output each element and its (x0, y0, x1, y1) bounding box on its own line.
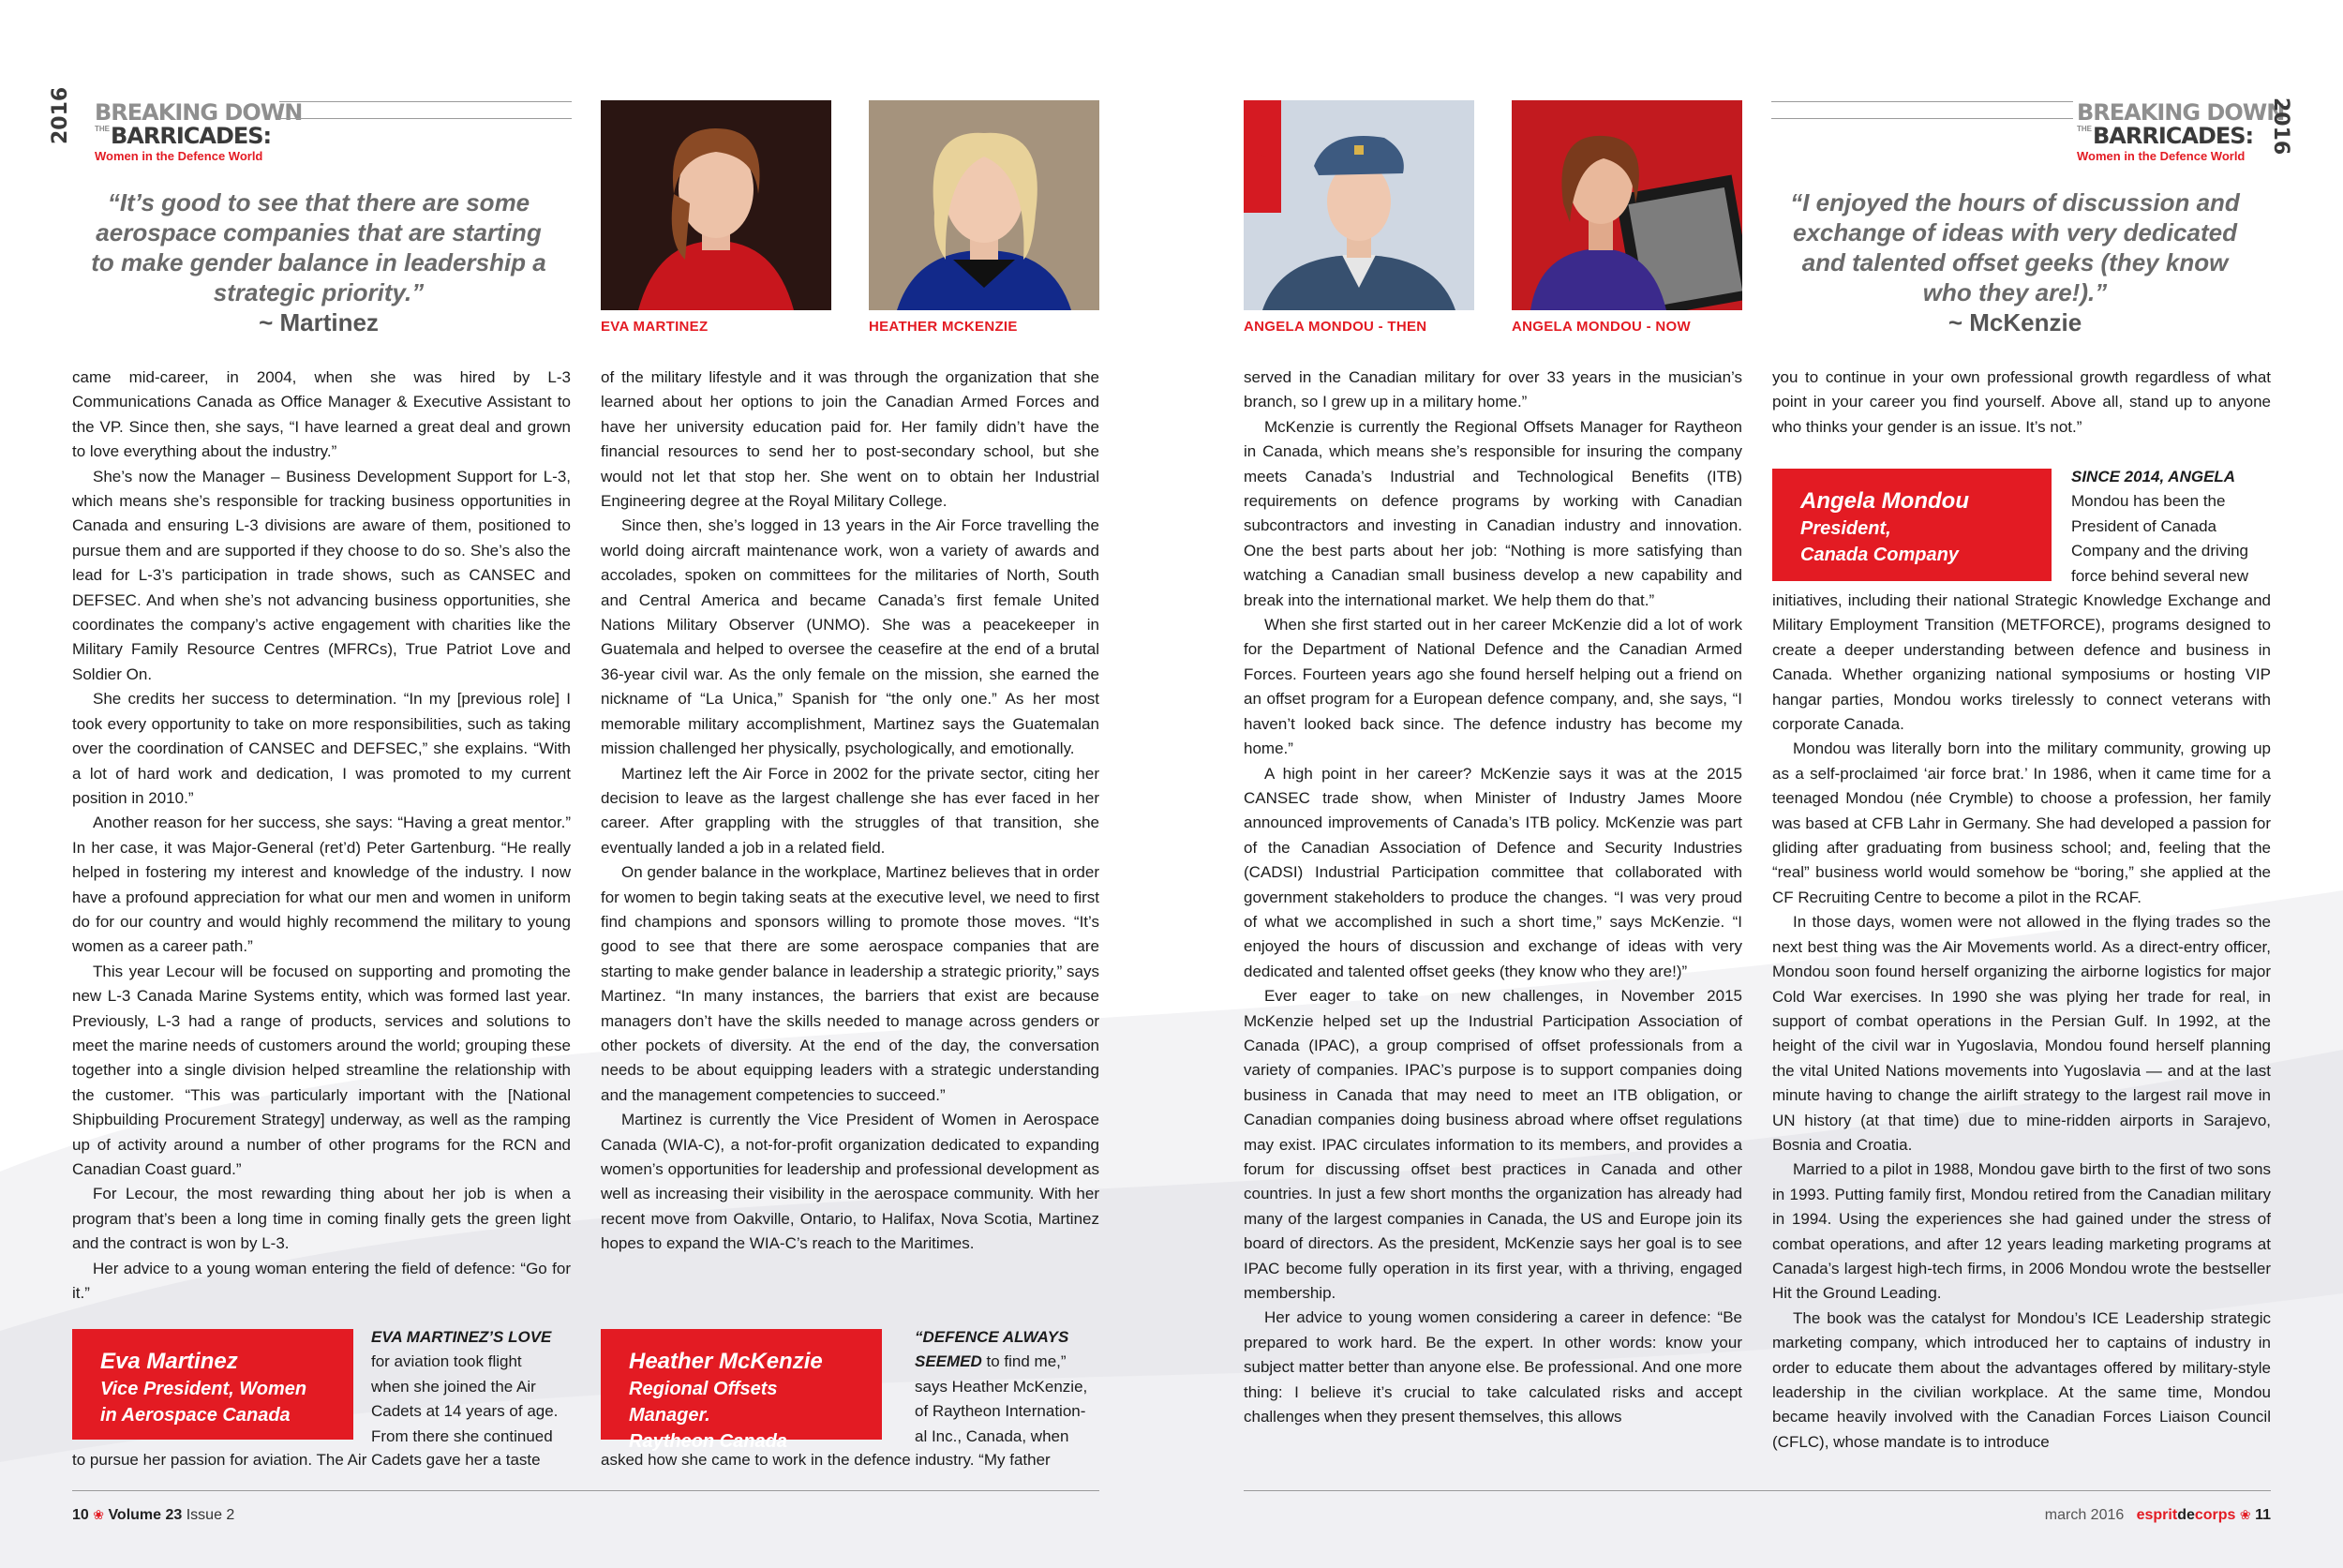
maple-leaf-icon: ❀ (93, 1507, 104, 1522)
profile-title: President, (1800, 518, 1891, 539)
paragraph: Married to a pilot in 1988, Mondou gave birth to the first of two sons in 1993. Putting family first, Mondou retired from the Canadian military in 1994. Using the experiences she had gained under the stress of combat operations, and after 12 years leading marketing programs at Canada’s largest high-tech firms, in 2006 Mondou wrote the bestseller Hit the Ground Leading. (1772, 1160, 2271, 1303)
photo-caption-angela-now: ANGELA MONDOU - NOW (1512, 319, 1691, 335)
paragraph: When she first started out in her career McKenzie did a lot of work for the Department of National Defence and the Canadian Armed Forces. Fourteen years ago she found herself helping out a friend on an offset program for a European defence company, and, she says, “I haven’t looked back since. The defence industry has become my home.” (1244, 616, 1742, 758)
photo-caption-angela-then: ANGELA MONDOU - THEN (1244, 319, 1427, 335)
paragraph: Mondou was literally born into the military community, growing up as a self-proclaimed ‘air force brat.’ In 1986, when it came time for a teenaged Mondou (née Crymble) to choose a profession, her family was based at CFB Lahr in Germany. She had developed a passion for gliding after graduating from business school; and, feeling that the “real” business world would somehow be “boring,” she applied at the CF Recruiting Centre to become a pilot in the RCAF. (1772, 739, 2271, 906)
masthead-line2: BARRICADES: (111, 123, 272, 149)
profile-box-heather (601, 1329, 882, 1452)
paragraph: She’s now the Manager – Business Development Support for L-3, which means she’s responsible for tracking business opportunities in Canada and ensuring L-3 divisions are aware of them, positioned to pursue them and are supported if they choose to do so. She’s also the lead for L-3’s participation in trade shows, such as CANSEC and DEFSEC. And when she’s not advancing business opportunities, she coordinates the company’s active engagement with charities like the Military Family Resource Centres (MFRCs), True Patriot Love and Soldier On. (72, 467, 571, 683)
profile-lead-word: SEEMED (915, 1352, 982, 1371)
footer-left (72, 1507, 234, 1524)
paragraph: McKenzie is currently the Regional Offsets Manager for Raytheon in Canada, which means she’s responsible for insuring the company meets Canada’s Industrial and Technological Benefits (ITB) requirements on defence programs by working with Canadian subcontractors and investing in Canadian industry and innovation. One the best parts about her job: “Nothing is more satisfying than watching a Canadian small business develop a new capability and break into the international market. We help them do that.” (1244, 417, 1742, 609)
profile-box-angela (1772, 469, 2052, 581)
masthead-rule-right-2 (1771, 118, 2073, 119)
profile-side-line: Mondou has been the (2071, 492, 2226, 511)
profile-side-text-angela (2071, 465, 2271, 589)
masthead-the: THE (95, 125, 110, 133)
profile-lead: “DEFENCE ALWAYS (915, 1328, 1069, 1346)
footer-volume: Volume 23 (108, 1507, 183, 1523)
pull-quote-right-attribution: ~ McKenzie (1948, 308, 2082, 336)
paragraph: Martinez is currently the Vice President of Women in Aerospace Canada (WIA-C), a not-for-profit organization dedicated to expanding women’s opportunities for leadership and professional development as well as increasing their visibility in the aerospace community. With her recent move from Oakville, Ontario, to Halifax, Nova Scotia, Martinez hopes to expand the WIA-C’s reach to the Maritimes. (601, 1111, 1099, 1253)
masthead-line3: Women in the Defence World (95, 149, 263, 163)
pull-quote-left (84, 187, 553, 337)
pull-quote-right-text: “I enjoyed the hours of discussion and exchange of ideas with very dedicated and talented offset geeks (they know who they are!).” (1790, 188, 2240, 306)
article-column-4 (1772, 589, 2271, 1455)
footer-date: march 2016 (2044, 1507, 2125, 1523)
profile-side-line: of Raytheon Internation- (915, 1402, 1086, 1421)
masthead-line3: Women in the Defence World (2077, 149, 2246, 163)
profile-lead: EVA MARTINEZ’S LOVE (371, 1328, 552, 1346)
masthead-year: 2016 (2269, 97, 2292, 156)
photo-angela-mondou-then (1244, 100, 1474, 310)
photo-caption-eva: EVA MARTINEZ (601, 319, 709, 335)
brand-corps: corps (2194, 1507, 2236, 1523)
profile-lead-line2 (915, 1350, 1099, 1374)
profile-title: Raytheon Canada (629, 1431, 787, 1452)
masthead-the: THE (2077, 125, 2092, 133)
footer-rule-left (72, 1490, 1099, 1491)
article-column-1 (72, 366, 571, 1306)
page-number-left: 10 (72, 1507, 89, 1523)
footer-right (2045, 1507, 2271, 1524)
profile-side-text-heather (915, 1325, 1099, 1449)
masthead-line1: BREAKING DOWN (2077, 99, 2285, 126)
profile-side-line: From there she continued (371, 1426, 553, 1445)
profile-side-line: Company and the driving (2071, 542, 2249, 560)
footer-rule-right (1244, 1490, 2271, 1491)
paragraph: initiatives, including their national Strategic Knowledge Exchange and Military Employment Transition (METFORCE), programs designed to create a deeper understanding between defence and business in Canada. Whether organizing national symposiums or hosting VIP hangar parties, Mondou works tirelessly to connect veterans with corporate Canada. (1772, 591, 2271, 734)
article-column-4-top (1772, 366, 2271, 440)
profile-box-eva (72, 1329, 353, 1440)
masthead-logo-left (49, 86, 303, 167)
profile-side-line: says Heather McKenzie, (915, 1377, 1088, 1396)
pull-quote-left-text: “It’s good to see that there are some aerospace companies that are starting to make gender balance in leadership a strategic priority.” (91, 188, 546, 306)
paragraph: For Lecour, the most rewarding thing about her job is when a program that’s been a long time in coming finally gets the green light and the contract is won by L-3. (72, 1185, 571, 1253)
profile-side-line: Cadets at 14 years of age. (371, 1402, 559, 1421)
page-number-right: 11 (2255, 1507, 2271, 1523)
paragraph: Since then, she’s logged in 13 years in the Air Force travelling the world doing aircraft maintenance work, won a variety of awards and accolades, spoken on committees for the militaries of North, South and Central America and became Canada’s first female United Nations Military Observer (UNMO). She was a peacekeeper in Guatemala and helped to oversee the ceasefire at the end of a brutal 36-year civil war. As the only female on the mission, she earned the nickname of “La Unica,” Spanish for “the only one.” As her most memorable military accomplishment, Martinez says the Guatemalan mission challenged her physically, psychologically, and emotionally. (601, 516, 1099, 758)
paragraph: She credits her success to determination. “In my [previous role] I took every opportunity to take on more responsibilities, such as taking over the coordination of CANSEC and DEFSEC,” she explains. “With a lot of hard work and dedication, I was promoted to my current position in 2010.” (72, 690, 571, 807)
article-column-3 (1244, 366, 1742, 1429)
profile-title: Vice President, Women (100, 1379, 307, 1399)
pull-quote-right (1781, 187, 2249, 337)
masthead-year: 2016 (49, 86, 72, 144)
profile-side-text-eva (371, 1325, 571, 1449)
paragraph: On gender balance in the workplace, Martinez believes that in order for women to begin taking seats at the executive level, we need to first find champions and sponsors willing to promote those moves. “It’s good to see that there are some aerospace companies that are starting to make gender balance in leadership a strategic priority,” says Martinez. “In many instances, the barriers that exist are because managers don’t have the skills needed to manage across genders or other pockets of diversity. At the end of the day, the conversation needs to be about equipping leaders with a strategic understanding and the management competencies to succeed.” (601, 863, 1099, 1104)
profile-lead: SINCE 2014, ANGELA (2071, 468, 2236, 485)
photo-eva-martinez (601, 100, 831, 310)
profile-lead-rest: to find me,” (981, 1352, 1067, 1371)
profile-title: in Aerospace Canada (100, 1405, 291, 1426)
paragraph: In those days, women were not allowed in the flying trades so the next best thing was the Air Movements world. As a direct-entry officer, Mondou soon found herself organizing the airborne logistics for major Cold War exercises. In 1990 she was plying her trade for real, in support of combat operations in the Persian Gulf. In 1992, at the height of the civil war in Yugoslavia, Mondou found herself planning the vital United Nations movements into Yugoslavia — and at the last minute having to change the airlift strategy to the largest rail move in UN history (at that time) due to mine-ridden airports in Sarajevo, Bosnia and Croatia. (1772, 913, 2271, 1154)
profile-title: Canada Company (1800, 545, 1959, 565)
profile-side-line: President of Canada (2071, 516, 2216, 535)
paragraph: The book was the catalyst for Mondou’s ICE Leadership strategic marketing company, which introduced her to captains of industry in order to educate them about the advantages offered by military-style leadership in the civilian workplace. At the same time, Mondou became heavily involved with the Canadian Forces Liaison Council (CFLC), whose mandate is to introduce (1772, 1308, 2271, 1451)
paragraph: Ever eager to take on new challenges, in November 2015 McKenzie helped set up the Industrial Participation Association of Canada (IPAC), a group comprised of offset professionals from a variety of companies. IPAC’s purpose is to support companies doing business in Canada that may need to meet an ITB obligation, or Canadian companies doing business abroad where offset regulations may exist. IPAC circulates information to its members, and provides a forum for discussing offset best practices in Canada and other countries. In just a few short months the organization has already had many of the largest companies in Canada, the US and Europe join its board of directors. As the president, McKenzie says her goal is to see IPAC become fully operation in its first year, with a thriving, engaged membership. (1244, 987, 1742, 1303)
profile-side-line: force behind several new (2071, 566, 2249, 585)
masthead-rule-right (1771, 101, 2073, 102)
paragraph: Another reason for her success, she says: “Having a great mentor.” In her case, it was Major-General (ret’d) Peter Gartenburg. “He really helped in fostering my interest and knowledge of the industry. I now have a profound appreciation for what our men and women in uniform do for our country and would highly recommend the military to young women as a career path.” (72, 814, 571, 956)
paragraph: Her advice to a young woman entering the field of defence: “Go for it.” (72, 1259, 571, 1303)
profile-name: Angela Mondou (1800, 488, 1969, 514)
paragraph: you to continue in your own professional growth regardless of what point in your career you find yourself. Above all, stand up to anyone who thinks your gender is an issue. It’s not.” (1772, 368, 2271, 436)
profile-side-line: for aviation took flight (371, 1352, 522, 1371)
photo-angela-mondou-now (1512, 100, 1742, 310)
paragraph: Martinez left the Air Force in 2002 for the private sector, citing her decision to leave as the largest challenge she has ever faced in her career. After grappling with the struggles of that transition, she eventually landed a job in a related field. (601, 764, 1099, 857)
photo-heather-mckenzie (869, 100, 1099, 310)
brand-esprit: esprit (2136, 1507, 2178, 1523)
paragraph: of the military lifestyle and it was through the organization that she learned about her options to join the Canadian Armed Forces and have her university education paid for. Her family didn’t have the financial resources to send her to post-secondary school, but she would not let that stop her. She went on to obtain her Industrial Engineering degree at the Royal Military College. (601, 368, 1099, 511)
photo-caption-heather: HEATHER MCKENZIE (869, 319, 1018, 335)
paragraph: came mid-career, in 2004, when she was hired by L-3 Communications Canada as Office Manager & Executive Assistant to the VP. Since then, she says, “I have learned a great deal and grown to love everything about the industry.” (72, 368, 571, 461)
profile-name: Eva Martinez (100, 1349, 238, 1374)
paragraph: served in the Canadian military for over 33 years in the musician’s branch, so I grew up in a military home.” (1244, 368, 1742, 411)
pull-quote-left-attribution: ~ Martinez (259, 308, 379, 336)
masthead-logo-right (2077, 97, 2292, 167)
profile-name: Heather McKenzie (629, 1349, 823, 1374)
profile-tail-heather: asked how she came to work in the defence industry. “My father (601, 1451, 1051, 1469)
profile-tail-eva: to pursue her passion for aviation. The Air Cadets gave her a taste (72, 1451, 541, 1469)
profile-side-line: when she joined the Air (371, 1377, 536, 1396)
profile-side-line: al Inc., Canada, when (915, 1426, 1069, 1445)
paragraph: A high point in her career? McKenzie says it was at the 2015 CANSEC trade show, when Minister of Industry James Moore announced improvements of Canada’s ITB policy. McKenzie was part of the Canadian Association of Defence and Security Industries (CADSI) Industrial Participation committee that collaborated with government stakeholders to produce the changes. “I was very proud of what we accomplished in such a short time,” says McKenzie. “I enjoyed the hours of discussion and exchange of ideas with very dedicated and talented offset geeks (they know who they are!)” (1244, 764, 1742, 980)
brand-de: de (2177, 1507, 2195, 1523)
paragraph: Her advice to young women considering a career in defence: “Be prepared to work hard. Be the expert. In other words: know your subject matter better than anyone else. Be professional. And one more thing: I believe it’s crucial to take calculated risks and accept challenges when they present themselves, this allows (1244, 1308, 1742, 1426)
article-column-2 (601, 366, 1099, 1257)
masthead-line2: BARRICADES: (2093, 123, 2254, 149)
maple-leaf-icon: ❀ (2239, 1507, 2251, 1522)
masthead-rule-left-2 (279, 118, 572, 119)
profile-title: Regional Offsets Manager. (629, 1379, 778, 1426)
footer-issue: Issue 2 (186, 1507, 235, 1523)
paragraph: This year Lecour will be focused on supporting and promoting the new L-3 Canada Marine Systems entity, which was formed last year. Previously, L-3 had a range of products, services and solutions to meet the marine needs of customers around the world; grouping these together into a single division helped streamline the relationship with the customer. “This was particularly important with the [National Shipbuilding Procurement Strategy] underway, as well as the ramping up of activity around a number of other programs for the RCN and Canadian Coast guard.” (72, 962, 571, 1178)
masthead-rule-left (279, 101, 572, 102)
masthead-line1: BREAKING DOWN (95, 99, 303, 126)
